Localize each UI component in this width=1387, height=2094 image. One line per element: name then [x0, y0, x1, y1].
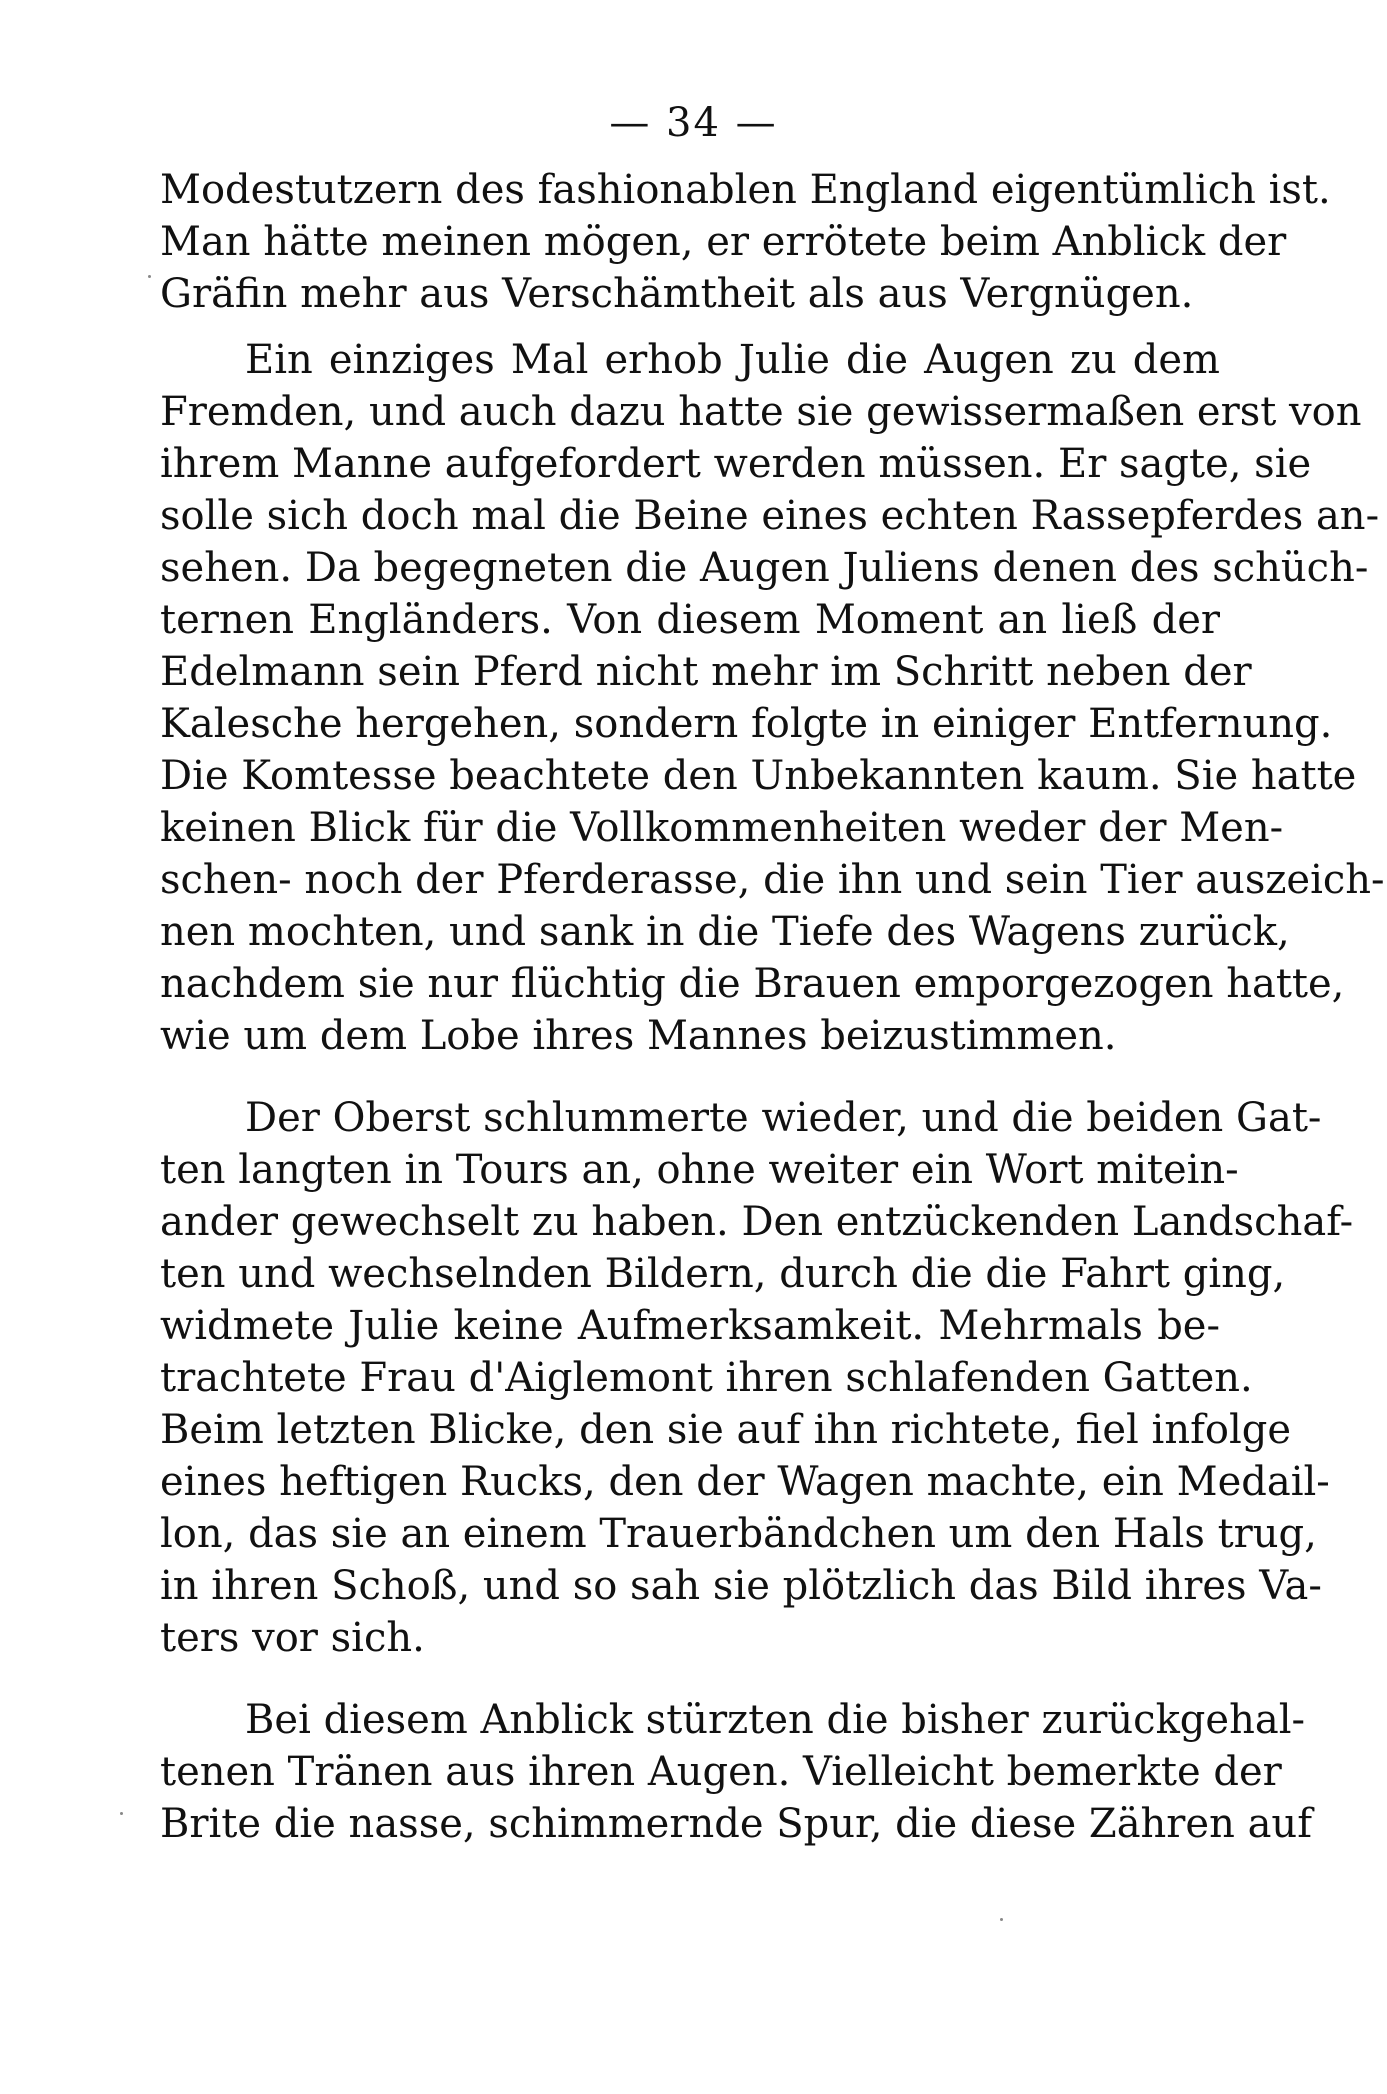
text-line: ternen Engländers. Von diesem Moment an ließ der — [160, 597, 1220, 643]
page-number: — 34 — — [609, 100, 778, 146]
text-line: solle sich doch mal die Beine eines echten Rassepferdes an- — [160, 493, 1380, 539]
text-line: Beim letzten Blicke, den sie auf ihn richtete, fiel infolge — [160, 1407, 1292, 1453]
text-line: Modestutzern des fashionablen England eigentümlich ist. — [160, 167, 1331, 213]
text-line: ters vor sich. — [160, 1615, 425, 1661]
text-line: wie um dem Lobe ihres Mannes beizustimmen. — [160, 1013, 1117, 1059]
text-line: schen- noch der Pferderasse, die ihn und sein Tier auszeich- — [160, 857, 1385, 903]
text-line: nachdem sie nur flüchtig die Brauen emporgezogen hatte, — [160, 961, 1345, 1007]
text-line: lon, das sie an einem Trauerbändchen um den Hals trug, — [160, 1511, 1317, 1557]
text-line: keinen Blick für die Vollkommenheiten weder der Men- — [160, 805, 1284, 851]
text-line: trachtete Frau d'Aiglemont ihren schlafenden Gatten. — [160, 1355, 1253, 1401]
text-line: Brite die nasse, schimmernde Spur, die diese Zähren auf — [160, 1801, 1312, 1847]
text-line: Man hätte meinen mögen, er errötete beim Anblick der — [160, 219, 1287, 265]
text-line: ten und wechselnden Bildern, durch die die Fahrt ging, — [160, 1251, 1286, 1297]
scan-speck — [148, 275, 151, 278]
text-line: Die Komtesse beachtete den Unbekannten kaum. Sie hatte — [160, 753, 1357, 799]
text-line: tenen Tränen aus ihren Augen. Vielleicht bemerkte der — [160, 1749, 1282, 1795]
text-line: widmete Julie keine Aufmerksamkeit. Mehrmals be- — [160, 1303, 1220, 1349]
text-line: Bei diesem Anblick stürzten die bisher zurückgehal- — [245, 1697, 1305, 1743]
text-line: ander gewechselt zu haben. Den entzückenden Landschaf- — [160, 1199, 1354, 1245]
text-line: sehen. Da begegneten die Augen Juliens denen des schüch- — [160, 545, 1369, 591]
text-line: in ihren Schoß, und so sah sie plötzlich das Bild ihres Va- — [160, 1563, 1322, 1609]
text-line: Fremden, und auch dazu hatte sie gewissermaßen erst von — [160, 389, 1362, 435]
text-line: Kalesche hergehen, sondern folgte in einiger Entfernung. — [160, 701, 1333, 747]
text-line: nen mochten, und sank in die Tiefe des Wagens zurück, — [160, 909, 1290, 955]
text-line: Der Oberst schlummerte wieder, und die beiden Gat- — [245, 1095, 1322, 1141]
text-line: eines heftigen Rucks, den der Wagen machte, ein Medail- — [160, 1459, 1330, 1505]
scan-speck — [120, 1812, 123, 1815]
scan-speck — [1000, 1918, 1003, 1921]
text-line: ten langten in Tours an, ohne weiter ein Wort mitein- — [160, 1147, 1239, 1193]
text-line: Gräfin mehr aus Verschämtheit als aus Vergnügen. — [160, 271, 1194, 317]
text-line: ihrem Manne aufgefordert werden müssen. Er sagte, sie — [160, 441, 1312, 487]
text-line: Ein einziges Mal erhob Julie die Augen zu dem — [245, 337, 1220, 383]
text-line: Edelmann sein Pferd nicht mehr im Schritt neben der — [160, 649, 1252, 695]
